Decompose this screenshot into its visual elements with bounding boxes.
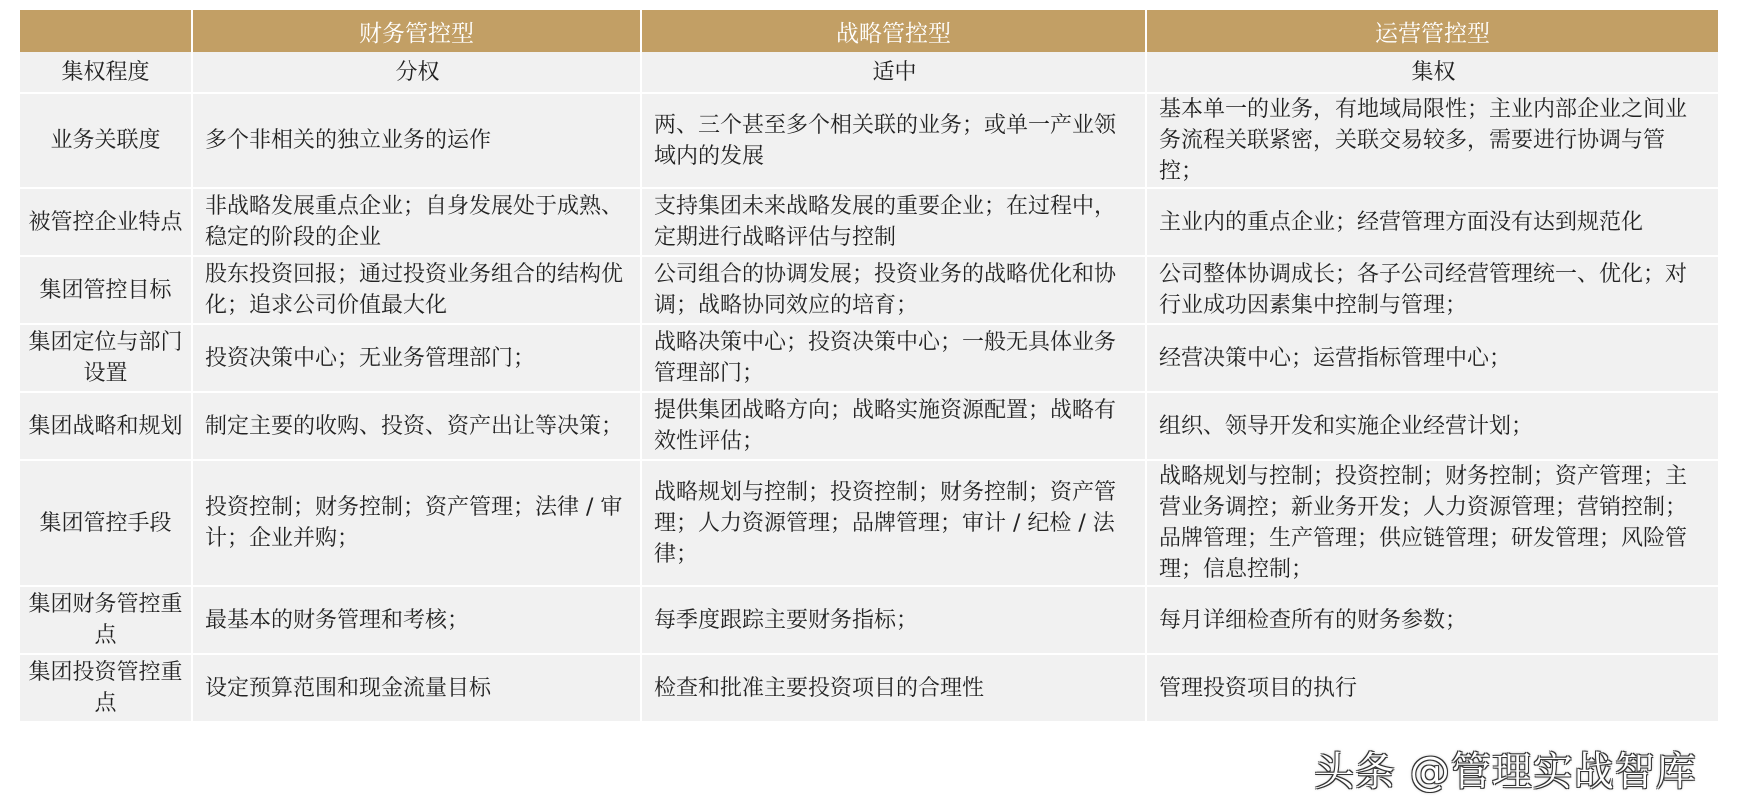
- table-row-controlled-enterprise: [20, 188, 1718, 256]
- table-cell: 制定主要的收购、投资、资产出让等决策；: [192, 392, 641, 460]
- row-label: 集团战略和规划: [20, 392, 192, 460]
- table-cell: 最基本的财务管理和考核；: [192, 586, 641, 654]
- row-label: 集团管控手段: [20, 460, 192, 586]
- table-cell: 集权: [1146, 52, 1718, 93]
- table-cell: 公司整体协调成长；各子公司经营管理统一、优化；对行业成功因素集中控制与管理；: [1146, 256, 1718, 324]
- row-label: 被管控企业特点: [20, 188, 192, 256]
- control-model-comparison-table: [20, 10, 1718, 723]
- table-cell: 基本单一的业务，有地域局限性；主业内部企业之间业务流程关联紧密，关联交易较多，需要进行协调与管控；: [1146, 93, 1718, 188]
- watermark: 头条 @管理实战智库: [1314, 749, 1697, 795]
- table-row-centralization: [20, 52, 1718, 93]
- table-cell: 每月详细检查所有的财务参数；: [1146, 586, 1718, 654]
- table-cell: 股东投资回报；通过投资业务组合的结构优化；追求公司价值最大化: [192, 256, 641, 324]
- table-cell: 主业内的重点企业；经营管理方面没有达到规范化: [1146, 188, 1718, 256]
- table-cell: 检查和批准主要投资项目的合理性: [641, 654, 1146, 722]
- table-cell: 经营决策中心；运营指标管理中心；: [1146, 324, 1718, 392]
- row-label: 集团投资管控重点: [20, 654, 192, 722]
- table-cell: 管理投资项目的执行: [1146, 654, 1718, 722]
- table-cell: 每季度跟踪主要财务指标；: [641, 586, 1146, 654]
- table-cell: 战略决策中心；投资决策中心；一般无具体业务管理部门；: [641, 324, 1146, 392]
- table-cell: 提供集团战略方向；战略实施资源配置；战略有效性评估；: [641, 392, 1146, 460]
- table-cell: 战略规划与控制；投资控制；财务控制；资产管理；人力资源管理；品牌管理；审计 / 纪检 / 法律；: [641, 460, 1146, 586]
- table-cell: 非战略发展重点企业；自身发展处于成熟、稳定的阶段的企业: [192, 188, 641, 256]
- table-row-strategy-planning: [20, 392, 1718, 460]
- header-strategic-control: 战略管控型: [641, 10, 1146, 52]
- table-cell: 两、三个甚至多个相关联的业务；或单一产业领域内的发展: [641, 93, 1146, 188]
- table-row-positioning: [20, 324, 1718, 392]
- row-label: 集团管控目标: [20, 256, 192, 324]
- header-row: [20, 10, 1718, 52]
- table-cell: 设定预算范围和现金流量目标: [192, 654, 641, 722]
- table-cell: 分权: [192, 52, 641, 93]
- header-corner-cell: [20, 10, 192, 52]
- table-row-control-means: [20, 460, 1718, 586]
- table-cell: 公司组合的协调发展；投资业务的战略优化和协调；战略协同效应的培育；: [641, 256, 1146, 324]
- header-financial-control: 财务管控型: [192, 10, 641, 52]
- row-label: 集权程度: [20, 52, 192, 93]
- table-cell: 投资决策中心；无业务管理部门；: [192, 324, 641, 392]
- header-operational-control: 运营管控型: [1146, 10, 1718, 52]
- table-cell: 适中: [641, 52, 1146, 93]
- table-row-financial-focus: [20, 586, 1718, 654]
- table-cell: 多个非相关的独立业务的运作: [192, 93, 641, 188]
- table-row-business-relevance: [20, 93, 1718, 188]
- row-label: 集团财务管控重点: [20, 586, 192, 654]
- table-cell: 组织、领导开发和实施企业经营计划；: [1146, 392, 1718, 460]
- table-cell: 战略规划与控制；投资控制；财务控制；资产管理；主营业务调控；新业务开发；人力资源管理；营销控制；品牌管理；生产管理；供应链管理；研发管理；风险管理；信息控制；: [1146, 460, 1718, 586]
- table-row-investment-focus: [20, 654, 1718, 722]
- row-label: 业务关联度: [20, 93, 192, 188]
- table-cell: 支持集团未来战略发展的重要企业；在过程中，定期进行战略评估与控制: [641, 188, 1146, 256]
- table-cell: 投资控制；财务控制；资产管理；法律 / 审计；企业并购；: [192, 460, 641, 586]
- table-row-control-objectives: [20, 256, 1718, 324]
- comparison-table-container: [20, 10, 1718, 723]
- row-label: 集团定位与部门设置: [20, 324, 192, 392]
